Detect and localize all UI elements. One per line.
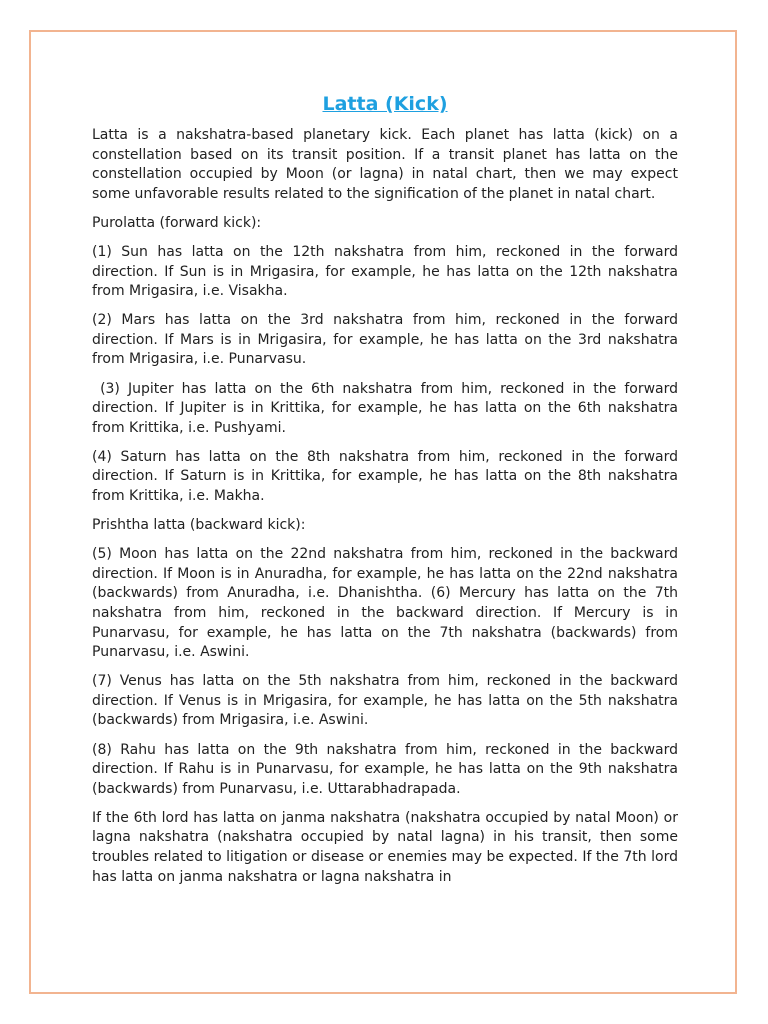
paragraph-sun: (1) Sun has latta on the 12th nakshatra from him, reckoned in the forward direction. If Sun is in Mrigasira, for example, he has latta on the 12th nakshatra from Mrigasira, i.e. Visakha. <box>92 243 678 300</box>
document-page <box>29 30 737 994</box>
paragraph-intro: Latta is a nakshatra-based planetary kick. Each planet has latta (kick) on a constellation based on its transit position. If a transit planet has latta on the constellation occupied by Moon (or lagna) in natal chart, then we may expect some unfavorable results related to the signification of the planet in natal chart. <box>92 127 678 202</box>
paragraph-saturn: (4) Saturn has latta on the 8th nakshatra from him, reckoned in the forward direction. If Saturn is in Krittika, for example, he has latta on the 8th nakshatra from Krittika, i.e. Makha. <box>92 448 678 504</box>
paragraph-lords: If the 6th lord has latta on janma nakshatra (nakshatra occupied by natal Moon) or lagna nakshatra (nakshatra occupied by natal lagna) in his transit, then some troubles related to litigation or disease or enemies may be expected. If the 7th lord has latta on janma nakshatra or lagna nakshatra in <box>92 809 678 885</box>
paragraph-prishtha-heading: Prishtha latta (backward kick): <box>92 517 306 534</box>
paragraph-mars: (2) Mars has latta on the 3rd nakshatra from him, reckoned in the forward direction. If Mars is in Mrigasira, for example, he has latta on the 3rd nakshatra from Mrigasira, i.e. Punarvasu. <box>92 312 678 368</box>
paragraph-moon-mercury: (5) Moon has latta on the 22nd nakshatra from him, reckoned in the backward direction. If Moon is in Anuradha, for example, he has latta on the 22nd nakshatra (backwards) from Anuradha, i.e. Dhanishtha. (6) Mercury has latta on the 7th nakshatra from him, reckoned in the backward direction. If Mercury is in Punarvasu, for example, he has latta on the 7th nakshatra (backwards) from Punarvasu, i.e. Aswini. <box>92 546 678 661</box>
paragraph-rahu: (8) Rahu has latta on the 9th nakshatra from him, reckoned in the backward direction. If Rahu is in Punarvasu, for example, he has latta on the 9th nakshatra (backwards) from Punarvasu, i.e. Uttarabhadrapada. <box>92 741 678 797</box>
paragraph-purolatta-heading: Purolatta (forward kick): <box>92 214 262 231</box>
paragraph-venus: (7) Venus has latta on the 5th nakshatra from him, reckoned in the backward direction. If Venus is in Mrigasira, for example, he has latta on the 5th nakshatra (backwards) from Mrigasira, i.e. Aswini. <box>92 673 678 729</box>
document-title: Latta (Kick) <box>322 93 448 115</box>
paragraph-jupiter: (3) Jupiter has latta on the 6th nakshatra from him, reckoned in the forward direction. If Jupiter is in Krittika, for example, he has latta on the 6th nakshatra from Krittika, i.e. Pushyami. <box>92 380 683 436</box>
document-body <box>92 92 683 897</box>
